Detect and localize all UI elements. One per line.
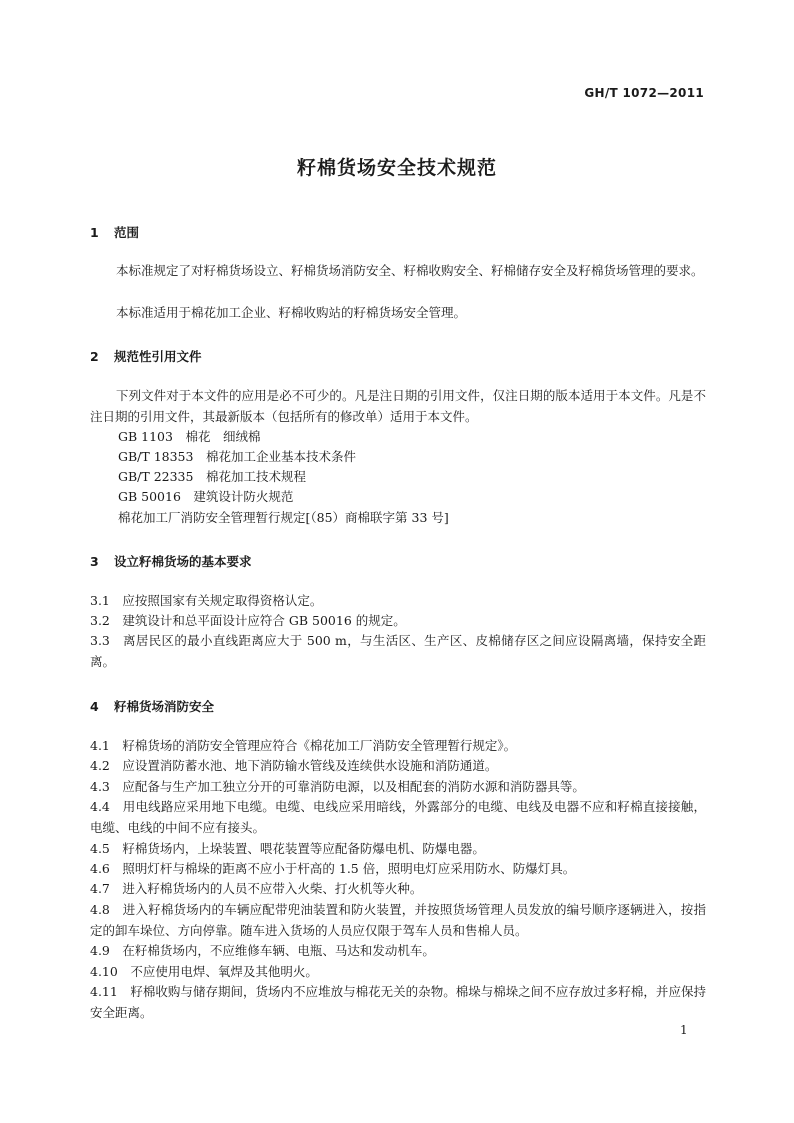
paragraph: 下列文件对于本文件的应用是必不可少的。凡是注日期的引用文件，仅注日期的版本适用于本文件。凡是不注日期的引用文件，其最新版本（包括所有的修改单）适用于本文件。	[90, 388, 706, 424]
section-heading: 3 设立籽棉货场的基本要求	[90, 554, 252, 569]
standard-code: GH/T 1072—2011	[584, 86, 704, 100]
clause: 4.3 应配备与生产加工独立分开的可靠消防电源，以及相配套的消防水源和消防器具等。	[90, 779, 585, 794]
section-heading: 4 籽棉货场消防安全	[90, 699, 215, 714]
reference-item: 棉花加工厂消防安全管理暂行规定[（85）商棉联字第 33 号]	[118, 510, 449, 525]
clause: 4.9 在籽棉货场内，不应维修车辆、电瓶、马达和发动机车。	[90, 943, 435, 958]
page-number: 1	[680, 1023, 688, 1037]
clause: 4.10 不应使用电焊、氧焊及其他明火。	[90, 964, 318, 979]
paragraph: 本标准适用于棉花加工企业、籽棉收购站的籽棉货场安全管理。	[116, 305, 467, 320]
reference-item: GB/T 22335 棉花加工技术规程	[118, 469, 306, 484]
clause: 4.7 进入籽棉货场内的人员不应带入火柴、打火机等火种。	[90, 881, 423, 896]
clause: 3.1 应按照国家有关规定取得资格认定。	[90, 593, 323, 608]
reference-item: GB/T 18353 棉花加工企业基本技术条件	[118, 449, 356, 464]
reference-item: GB 1103 棉花 细绒棉	[118, 429, 261, 444]
section-heading: 2 规范性引用文件	[90, 349, 202, 364]
clause: 4.6 照明灯杆与棉垛的距离不应小于杆高的 1.5 倍，照明电灯应采用防水、防爆灯具。	[90, 861, 576, 876]
clause: 4.11 籽棉收购与储存期间，货场内不应堆放与棉花无关的杂物。棉垛与棉垛之间不应存放过多籽棉，并应保持安全距离。	[90, 984, 706, 1020]
clause: 4.1 籽棉货场的消防安全管理应符合《棉花加工厂消防安全管理暂行规定》。	[90, 738, 517, 753]
clause: 4.2 应设置消防蓄水池、地下消防输水管线及连续供水设施和消防通道。	[90, 758, 498, 773]
clause: 4.8 进入籽棉货场内的车辆应配带兜油装置和防火装置，并按照货场管理人员发放的编号顺序逐辆进入，按指定的卸车垛位、方向停靠。随车进入货场的人员应仅限于驾车人员和售棉人员。	[90, 902, 706, 938]
document-title: 籽棉货场安全技术规范	[296, 157, 497, 179]
paragraph: 本标准规定了对籽棉货场设立、籽棉货场消防安全、籽棉收购安全、籽棉储存安全及籽棉货场管理的要求。	[116, 263, 704, 278]
clause: 3.3 离居民区的最小直线距离应大于 500 m，与生活区、生产区、皮棉储存区之间应设隔离墙，保持安全距离。	[90, 633, 706, 669]
clause: 4.5 籽棉货场内，上垛装置、喂花装置等应配备防爆电机、防爆电器。	[90, 841, 485, 856]
reference-item: GB 50016 建筑设计防火规范	[118, 489, 294, 504]
section-heading: 1 范围	[90, 225, 140, 240]
clause: 4.4 用电线路应采用地下电缆。电缆、电线应采用暗线，外露部分的电缆、电线及电器不应和籽棉直接接触，电缆、电线的中间不应有接头。	[90, 799, 706, 835]
clause: 3.2 建筑设计和总平面设计应符合 GB 50016 的规定。	[90, 613, 406, 628]
